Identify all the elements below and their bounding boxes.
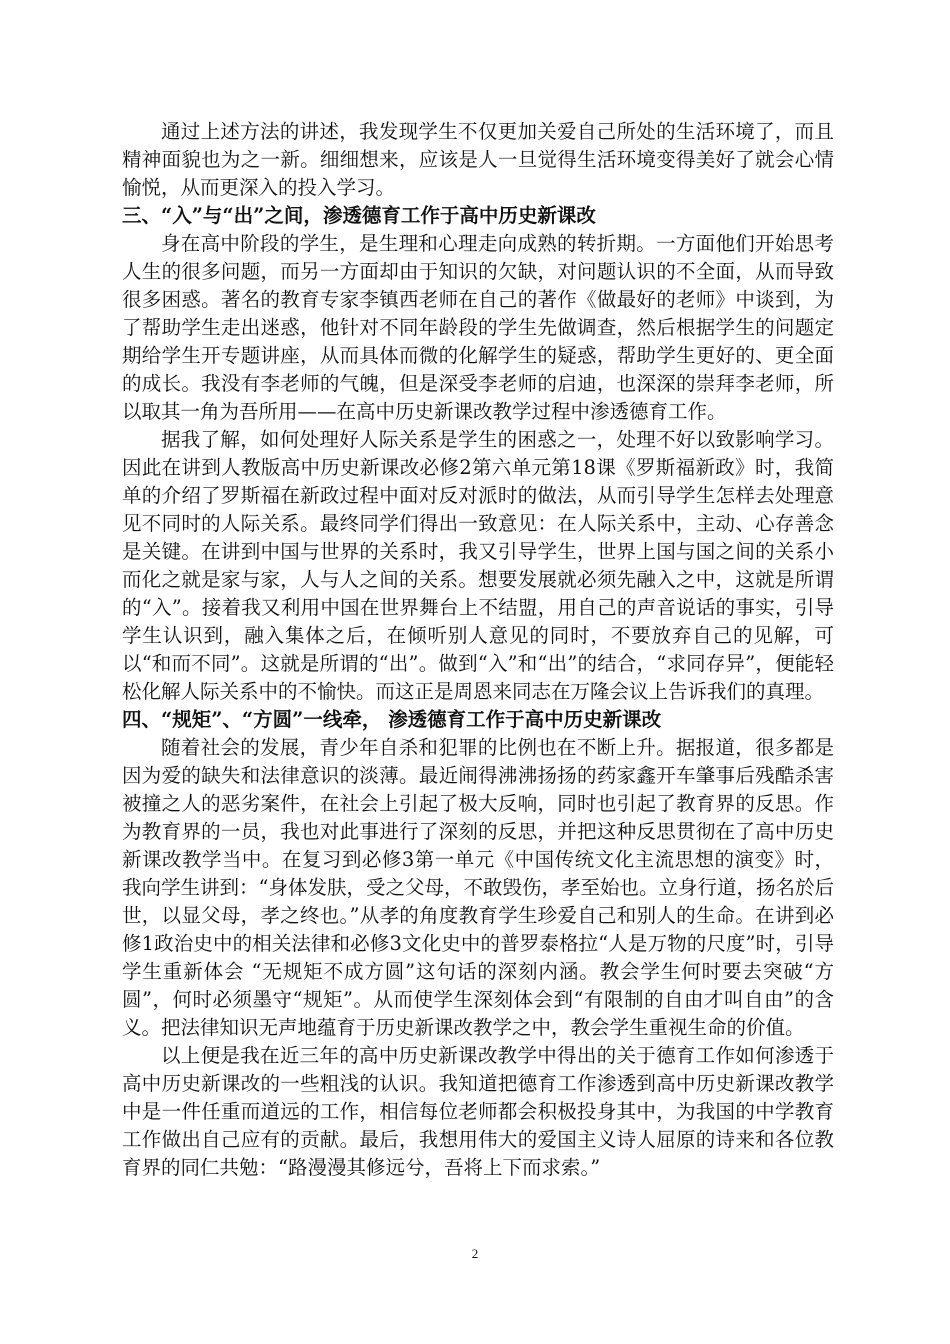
- paragraph: 随着社会的发展，青少年自杀和犯罪的比例也在不断上升。据报道，很多都是因为爱的缺失和法律意识的淡薄。最近闹得沸沸扬扬的药家鑫开车肇事后残酷杀害被撞之人的恶劣案件，在社会上引起了极大反响，同时也引起了教育界的反思。作为教育界的一员，我也对此事进行了深刻的反思，并把这种反思贯彻在了高中历史新课改教学当中。在复习到必修3第一单元《中国传统文化主流思想的演变》时，我向学生讲到：“身体发肤，受之父母，不敢毁伤，孝至始也。立身行道，扬名於后世，以显父母，孝之终也。”从孝的角度教育学生珍爱自己和别人的生命。在讲到必修1政治史中的相关法律和必修3文化史中的普罗泰格拉“人是万物的尺度”时，引导学生重新体会 “无规矩不成方圆”这句话的深刻内涵。教会学生何时要去突破“方圆”，何时必须墨守“规矩”。从而使学生深刻体会到“有限制的自由才叫自由”的含义。把法律知识无声地蕴育于历史新课改教学之中，教会学生重视生命的价值。: [122, 736, 834, 1039]
- paragraph: 身在高中阶段的学生，是生理和心理走向成熟的转折期。一方面他们开始思考人生的很多问题，而另一方面却由于知识的欠缺，对问题认识的不全面，从而导致很多困惑。著名的教育专家李镇西老师在自己的著作《做最好的老师》中谈到，为了帮助学生走出迷惑，他针对不同年龄段的学生先做调查，然后根据学生的问题定期给学生开专题讲座，从而具体而微的化解学生的疑惑，帮助学生更好的、更全面的成长。我没有李老师的气魄，但是深受李老师的启迪，也深深的崇拜李老师，所以取其一角为吾所用——在高中历史新课改教学过程中渗透德育工作。: [122, 232, 834, 423]
- paragraph: 以上便是我在近三年的高中历史新课改教学中得出的关于德育工作如何渗透于高中历史新课改的一些粗浅的认识。我知道把德育工作渗透到高中历史新课改教学中是一件任重而道远的工作，相信每位老师都会积极投身其中，为我国的中学教育工作做出自己应有的贡献。最后，我想用伟大的爱国主义诗人屈原的诗来和各位教育界的同仁共勉：“路漫漫其修远兮，吾将上下而求索。”: [122, 1044, 834, 1179]
- document-body: [122, 118, 834, 1182]
- page-number: 2: [471, 1246, 479, 1261]
- section-heading: 三、“入”与“出”之间，渗透德育工作于高中历史新课改: [122, 204, 596, 227]
- section-heading: 四、“规矩”、“方圆”一线牵， 渗透德育工作于高中历史新课改: [122, 708, 662, 731]
- paragraph: 据我了解，如何处理好人际关系是学生的困惑之一，处理不好以致影响学习。因此在讲到人教版高中历史新课改必修2第六单元第18课《罗斯福新政》时，我简单的介绍了罗斯福在新政过程中面对反对派时的做法，从而引导学生怎样去处理意见不同时的人际关系。最终同学们得出一致意见：在人际关系中，主动、心存善念是关键。在讲到中国与世界的关系时，我又引导学生，世界上国与国之间的关系小而化之就是家与家，人与人之间的关系。想要发展就必须先融入之中，这就是所谓的“入”。接着我又利用中国在世界舞台上不结盟，用自己的声音说话的事实，引导学生认识到，融入集体之后，在倾听别人意见的同时，不要放弃自己的见解，可以“和而不同”。这就是所谓的“出”。做到“入”和“出”的结合，“求同存异”，便能轻松化解人际关系中的不愉快。而这正是周恩来同志在万隆会议上告诉我们的真理。: [122, 428, 834, 703]
- paragraph: 通过上述方法的讲述，我发现学生不仅更加关爱自己所处的生活环境了，而且精神面貌也为之一新。细细想来，应该是人一旦觉得生活环境变得美好了就会心情愉悦，从而更深入的投入学习。: [122, 120, 834, 199]
